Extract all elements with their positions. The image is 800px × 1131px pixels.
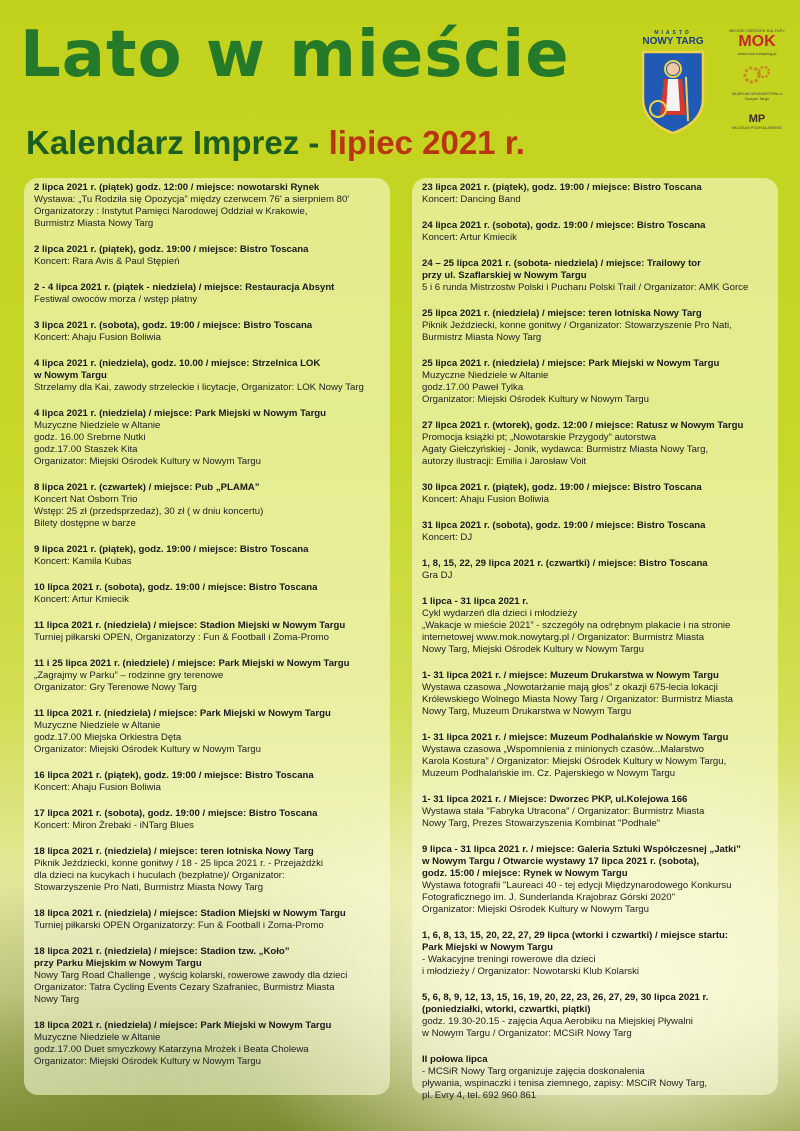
event-item <box>422 258 768 294</box>
gear-icon <box>742 64 772 86</box>
event-item <box>422 420 768 468</box>
event-detail: Wystawa stała "Fabryka Utracona" / Organizator: Burmistrz Miasta <box>422 806 705 817</box>
event-heading: 18 lipca 2021 r. (niedziela) / miejsce: Stadion Miejski w Nowym Targu <box>34 908 346 919</box>
coat-of-arms-icon <box>640 49 706 135</box>
event-heading: 11 lipca 2021 r. (niedziela) / miejsce: Park Miejski w Nowym Targu <box>34 708 331 719</box>
event-detail: Stowarzyszenie Pro Nati, Burmistrz Miasta Nowy Targ <box>34 882 264 893</box>
event-detail: Organizatorzy : Instytut Pamięci Narodowej Oddział w Krakowie, <box>34 206 308 217</box>
event-detail: Wystawa czasowa „Nowotarżanie mają głos” z okazji 675-lecia lokacji <box>422 682 718 693</box>
crest-top-text: MIASTO <box>654 30 692 36</box>
event-item <box>422 520 768 544</box>
event-item <box>34 358 380 394</box>
events-column-right <box>412 178 778 1101</box>
partner-logos <box>728 28 786 130</box>
event-item <box>422 308 768 344</box>
event-item <box>422 670 768 718</box>
museum-logo-text: MUZEUM DRUKARSTWA w Nowym Targu <box>731 91 783 101</box>
event-item <box>422 992 768 1040</box>
crest-city-name: NOWY TARG <box>642 36 704 47</box>
event-detail: Koncert: Dancing Band <box>422 194 521 205</box>
event-heading: II połowa lipca <box>422 1054 488 1065</box>
event-detail: Nowy Targ, Prezes Stowarzyszenia Kombinat "Podhale" <box>422 818 661 829</box>
event-detail: Koncert: DJ <box>422 532 473 543</box>
event-item <box>422 182 768 206</box>
event-heading: 4 lipca 2021 r. (niedziela), godz. 10.00 / miejsce: Strzelnica LOK <box>34 358 321 369</box>
event-item <box>34 282 380 306</box>
event-detail: Wystawa fotografii "Laureaci 40 - tej edycji Międzynarodowego Konkursu <box>422 880 732 891</box>
event-item <box>422 732 768 780</box>
event-detail: Muzyczne Niedziele w Altanie <box>34 1032 161 1043</box>
event-heading: przy ul. Szaflarskiej w Nowym Targu <box>422 270 587 281</box>
event-heading: 1, 6, 8, 13, 15, 20, 22, 27, 29 lipca (wtorki i czwartki) / miejsce startu: <box>422 930 729 941</box>
event-item <box>422 358 768 406</box>
event-item <box>422 220 768 244</box>
subtitle-month: lipiec 2021 r. <box>328 124 525 161</box>
event-detail: Bilety dostępne w barze <box>34 518 136 529</box>
event-detail: godz.17.00 Paweł Tylka <box>422 382 524 393</box>
event-detail: „Wakacje w mieście 2021” - szczegóły na odrębnym plakacie i na stronie <box>422 620 731 631</box>
event-detail: pływania, wspinaczki i tenisa ziemnego, zapisy: MSCiR Nowy Targ, <box>422 1078 708 1089</box>
event-heading: 2 lipca 2021 r. (piątek) godz. 12:00 / miejsce: nowotarski Rynek <box>34 182 320 193</box>
event-heading: 24 – 25 lipca 2021 r. (sobota- niedziela) / miejsce: Trailowy tor <box>422 258 701 269</box>
event-detail: godz. 19.30-20.15 - zajęcia Aqua Aerobiku na Miejskiej Pływalni <box>422 1016 693 1027</box>
event-item <box>34 770 380 794</box>
event-heading: 5, 6, 8, 9, 12, 13, 15, 16, 19, 20, 22, 23, 26, 27, 29, 30 lipca 2021 r. <box>422 992 709 1003</box>
event-detail: godz. 16.00 Srebrne Nutki <box>34 432 146 443</box>
event-detail: Turniej piłkarski OPEN, Organizatorzy : Fun & Football i Zoma-Promo <box>34 632 330 643</box>
event-heading: 11 lipca 2021 r. (niedziela) / miejsce: Stadion Miejski w Nowym Targu <box>34 620 346 631</box>
event-detail: Muzyczne Niedziele w Altanie <box>34 420 161 431</box>
event-detail: Burmistrz Miasta Nowy Targ <box>34 218 154 229</box>
mok-url: www.mok.nowytarg.pl <box>737 51 777 56</box>
event-heading: 9 lipca - 31 lipca 2021 r. / miejsce: Galeria Sztuki Współczesnej „Jatki” <box>422 844 741 855</box>
event-detail: Organizator: Miejski Ośrodek Kultury w Nowym Targu <box>422 904 649 915</box>
mp-caption: MUZEUM PODHALAŃSKIE <box>732 125 782 130</box>
event-heading: 1- 31 lipca 2021 r. / miejsce: Muzeum Drukarstwa w Nowym Targu <box>422 670 719 681</box>
event-detail: Nowy Targ Road Challenge , wyścig kolarski, rowerowe zawody dla dzieci <box>34 970 348 981</box>
event-heading: (poniedziałki, wtorki, czwartki, piątki) <box>422 1004 591 1015</box>
event-heading: 1, 8, 15, 22, 29 lipca 2021 r. (czwartki) / miejsce: Bistro Toscana <box>422 558 708 569</box>
event-detail: „Zagrajmy w Parku” – rodzinne gry terenowe <box>34 670 224 681</box>
event-detail: Organizator: Miejski Ośrodek Kultury w Nowym Targu <box>34 744 261 755</box>
event-item <box>34 946 380 1006</box>
event-detail: Koncert Nat Osborn Trio <box>34 494 138 505</box>
event-item <box>34 244 380 268</box>
event-detail: internetowej www.mok.nowytarg.pl / Organizator: Burmistrz Miasta <box>422 632 705 643</box>
event-item <box>34 620 380 644</box>
event-heading: 16 lipca 2021 r. (piątek), godz. 19:00 / miejsce: Bistro Toscana <box>34 770 314 781</box>
event-detail: Organizator: Miejski Ośrodek Kultury w Nowym Targu <box>34 1056 261 1067</box>
event-heading: w Nowym Targu <box>34 370 107 381</box>
event-detail: Fotograficznego im. J. Sunderlanda Krajobraz Górski 2020" <box>422 892 675 903</box>
event-item <box>34 658 380 694</box>
event-heading: 9 lipca 2021 r. (piątek), godz. 19:00 / miejsce: Bistro Toscana <box>34 544 309 555</box>
poster-subtitle <box>26 124 525 162</box>
event-item <box>34 908 380 932</box>
event-heading: 18 lipca 2021 r. (niedziela) / miejsce: teren lotniska Nowy Targ <box>34 846 314 857</box>
event-detail: w Nowym Targu / Organizator: MCSiR Nowy Targ <box>422 1028 632 1039</box>
event-item <box>422 794 768 830</box>
nowy-targ-crest <box>638 30 708 135</box>
event-item <box>422 930 768 978</box>
event-detail: Koncert: Artur Kmiecik <box>422 232 517 243</box>
event-detail: Cykl wydarzeń dla dzieci i młodzieży <box>422 608 578 619</box>
event-heading: Park Miejski w Nowym Targu <box>422 942 553 953</box>
event-heading: godz. 15:00 / miejsce: Rynek w Nowym Targu <box>422 868 628 879</box>
event-detail: Festiwal owoców morza / wstęp płatny <box>34 294 198 305</box>
event-detail: Piknik Jeździecki, konne gonitwy / 18 - 25 lipca 2021 r. - Przejażdżki <box>34 858 324 869</box>
event-heading: 3 lipca 2021 r. (sobota), godz. 19:00 / miejsce: Bistro Toscana <box>34 320 313 331</box>
event-detail: Koncert: Kamila Kubas <box>34 556 132 567</box>
event-detail: Organizator: Miejski Ośrodek Kultury w Nowym Targu <box>422 394 649 405</box>
event-heading: przy Parku Miejskim w Nowym Targu <box>34 958 202 969</box>
subtitle-calendar: Kalendarz Imprez <box>26 124 300 161</box>
event-heading: 2 lipca 2021 r. (piątek), godz. 19:00 / miejsce: Bistro Toscana <box>34 244 309 255</box>
mp-logo: MP <box>748 113 766 125</box>
event-item <box>34 320 380 344</box>
mok-caption: MIEJSKI OŚRODEK KULTURY <box>728 28 786 33</box>
event-heading: 1- 31 lipca 2021 r. / miejsce: Muzeum Podhalańskie w Nowym Targu <box>422 732 729 743</box>
event-detail: Koncert: Ahaju Fusion Boliwia <box>34 782 161 793</box>
event-detail: Koncert: Ahaju Fusion Boliwia <box>34 332 161 343</box>
event-heading: 25 lipca 2021 r. (niedziela) / miejsce: Park Miejski w Nowym Targu <box>422 358 720 369</box>
event-item <box>34 182 380 230</box>
event-heading: 23 lipca 2021 r. (piątek), godz. 19:00 / miejsce: Bistro Toscana <box>422 182 702 193</box>
event-detail: Muzyczne Niedziele w Altanie <box>34 720 161 731</box>
event-heading: 30 lipca 2021 r. (piątek), godz. 19:00 / miejsce: Bistro Toscana <box>422 482 702 493</box>
event-heading: 25 lipca 2021 r. (niedziela) / miejsce: teren lotniska Nowy Targ <box>422 308 702 319</box>
event-detail: Organizator: Miejski Ośrodek Kultury w Nowym Targu <box>34 456 261 467</box>
event-detail: Królewskiego Wolnego Miasta Nowy Targ / Organizator: Burmistrz Miasta <box>422 694 734 705</box>
event-heading: 24 lipca 2021 r. (sobota), godz. 19:00 / miejsce: Bistro Toscana <box>422 220 706 231</box>
event-item <box>34 708 380 756</box>
event-heading: 2 - 4 lipca 2021 r. (piątek - niedziela) / miejsce: Restauracja Absynt <box>34 282 335 293</box>
event-detail: dla dzieci na kucykach i huculach (bezpłatne)/ Organizator: <box>34 870 285 881</box>
mok-logo-text: MOK <box>738 33 776 50</box>
event-item <box>422 1054 768 1102</box>
event-detail: Karola Kostura” / Organizator: Miejski Ośrodek Kultury w Nowym Targu, <box>422 756 727 767</box>
event-detail: Wystawa: „Tu Rodziła się Opozycja” między czerwcem 76' a sierpniem 80' <box>34 194 350 205</box>
event-item <box>34 408 380 468</box>
event-detail: Koncert: Rara Avis & Paul Stępień <box>34 256 180 267</box>
event-detail: Koncert: Miron Żrebaki - iNTarg Blues <box>34 820 194 831</box>
event-detail: i młodzieży / Organizator: Nowotarski Klub Kolarski <box>422 966 640 977</box>
event-item <box>34 846 380 894</box>
event-heading: w Nowym Targu / Otwarcie wystawy 17 lipca 2021 r. (sobota), <box>422 856 700 867</box>
poster-title: Lato w mieście <box>20 18 570 92</box>
event-heading: 1- 31 lipca 2021 r. / Miejsce: Dworzec PKP, ul.Kolejowa 166 <box>422 794 688 805</box>
event-item <box>422 844 768 916</box>
event-detail: Strzelamy dla Kai, zawody strzeleckie i licytacje, Organizator: LOK Nowy Targ <box>34 382 364 393</box>
event-detail: Promocja książki pt; „Nowotarskie Przygody” autorstwa <box>422 432 657 443</box>
event-detail: Piknik Jeździecki, konne gonitwy / Organizator: Stowarzyszenie Pro Nati, <box>422 320 732 331</box>
event-item <box>34 582 380 606</box>
event-detail: Burmistrz Miasta Nowy Targ <box>422 332 542 343</box>
event-item <box>34 1020 380 1068</box>
event-heading: 18 lipca 2021 r. (niedziela) / miejsce: Park Miejski w Nowym Targu <box>34 1020 332 1031</box>
event-detail: Muzeum Podhalańskie im. Cz. Pajerskiego w Nowym Targu <box>422 768 676 779</box>
mok-logo <box>728 33 786 51</box>
event-heading: 27 lipca 2021 r. (wtorek), godz. 12:00 / miejsce: Ratusz w Nowym Targu <box>422 420 744 431</box>
event-detail: godz.17.00 Staszek Kita <box>34 444 138 455</box>
event-detail: Wystawa czasowa „Wspomnienia z minionych czasów...Malarstwo <box>422 744 704 755</box>
event-item <box>34 482 380 530</box>
event-detail: Nowy Targ <box>34 994 80 1005</box>
event-detail: Koncert: Ahaju Fusion Boliwia <box>422 494 549 505</box>
event-heading: 11 i 25 lipca 2021 r. (niedziele) / miejsce: Park Miejski w Nowym Targu <box>34 658 350 669</box>
event-detail: godz.17.00 Miejska Orkiestra Dęta <box>34 732 182 743</box>
event-detail: autorzy ilustracji: Emilia i Jarosław Voit <box>422 456 587 467</box>
subtitle-separator: - <box>299 124 329 161</box>
event-heading: 8 lipca 2021 r. (czwartek) / miejsce: Pub „PLAMA” <box>34 482 260 493</box>
event-detail: Wstęp: 25 zł (przedsprzedaż), 30 zł ( w dniu koncertu) <box>34 506 264 517</box>
event-detail: Muzyczne Niedziele w Altanie <box>422 370 549 381</box>
event-heading: 1 lipca - 31 lipca 2021 r. <box>422 596 529 607</box>
event-detail: Agaty Giełczyńskiej - Jonik, wydawca: Burmistrz Miasta Nowy Targ, <box>422 444 709 455</box>
event-item <box>422 596 768 656</box>
event-heading: 17 lipca 2021 r. (sobota), godz. 19:00 / miejsce: Bistro Toscana <box>34 808 318 819</box>
event-detail: godz.17.00 Duet smyczkowy Katarzyna Mrożek i Beata Cholewa <box>34 1044 309 1055</box>
event-heading: 31 lipca 2021 r. (sobota), godz. 19:00 / miejsce: Bistro Toscana <box>422 520 706 531</box>
event-detail: pl. Evry 4, tel. 692 960 861 <box>422 1090 537 1101</box>
event-detail: Turniej piłkarski OPEN Organizatorzy: Fun & Football i Zoma-Promo <box>34 920 324 931</box>
event-detail: Organizator: Tatra Cycling Events Cezary Szafraniec, Burmistrz Miasta <box>34 982 335 993</box>
event-detail: Gra DJ <box>422 570 453 581</box>
event-detail: - Wakacyjne treningi rowerowe dla dzieci <box>422 954 596 965</box>
event-detail: Nowy Targ, Miejski Ośrodek Kultury w Nowym Targu <box>422 644 644 655</box>
event-heading: 18 lipca 2021 r. (niedziela) / miejsce: Stadion tzw. „Koło” <box>34 946 290 957</box>
event-detail: Organizator: Gry Terenowe Nowy Targ <box>34 682 197 693</box>
event-detail: Koncert: Artur Kmiecik <box>34 594 129 605</box>
event-item <box>34 808 380 832</box>
event-heading: 4 lipca 2021 r. (niedziela) / miejsce: Park Miejski w Nowym Targu <box>34 408 327 419</box>
event-item <box>422 558 768 582</box>
events-column-left <box>24 178 390 1095</box>
event-item <box>422 482 768 506</box>
event-heading: 10 lipca 2021 r. (sobota), godz. 19:00 / miejsce: Bistro Toscana <box>34 582 318 593</box>
event-detail: - MCSiR Nowy Targ organizuje zajęcia doskonalenia <box>422 1066 645 1077</box>
event-item <box>34 544 380 568</box>
event-detail: 5 i 6 runda Mistrzostw Polski i Pucharu Polski Trail / Organizator: AMK Gorce <box>422 282 749 293</box>
event-detail: Nowy Targ, Muzeum Drukarstwa w Nowym Targu <box>422 706 632 717</box>
